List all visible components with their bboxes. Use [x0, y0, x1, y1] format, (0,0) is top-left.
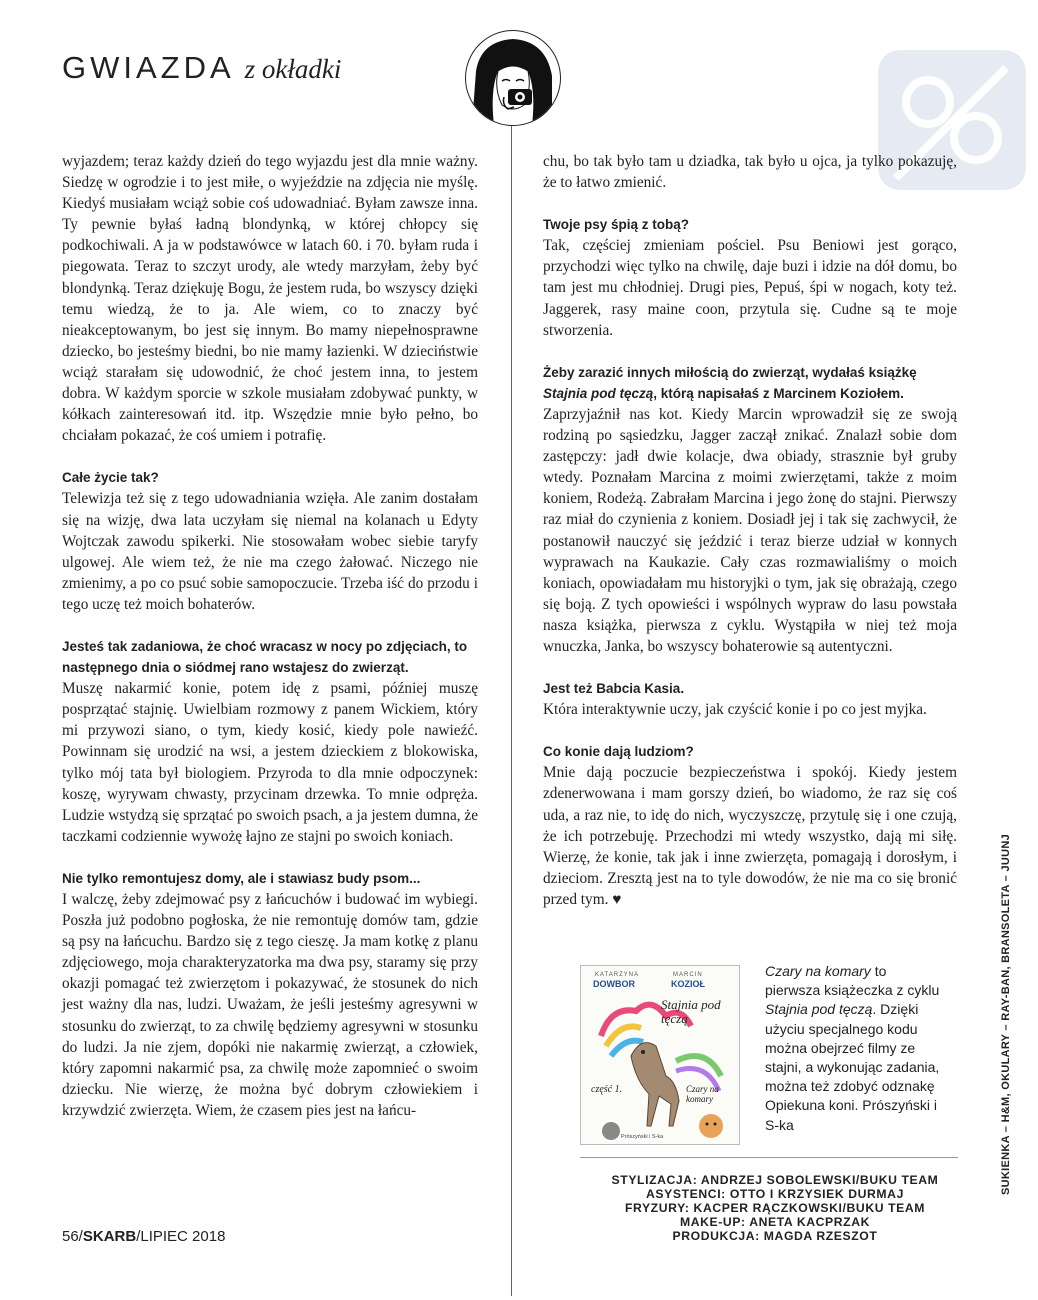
book-publisher: Prószyński i S-ka — [621, 1134, 664, 1140]
answer-paragraph: chu, bo tak było tam u dziadka, tak było u ojca, ja tylko pokazuję, że to łatwo zmienić. — [543, 153, 957, 192]
interview-question — [543, 362, 957, 404]
interview-question: Całe życie tak? — [62, 470, 159, 486]
credit-line: ASYSTENCI: OTTO I KRZYSIEK DURMAJ — [646, 1187, 904, 1201]
answer-paragraph: Telewizja też się z tego udowadniania wzięła. Ale zanim dostałam się na wizję, dwa lata uczyłam się niemal na kolanach u Edyty Wojtczak zawodu spikerki. Nie stosowałam wobec siebie taryfy ulgowej. Ale wiem też, że nie ma czego żałować. Niczego nie zmienimy, a po co psuć sobie samopoczucie. Trzeba iść do przodu i tego uczę też moich bohaterów. — [62, 490, 478, 613]
answer-paragraph: Zaprzyjaźnił nas kot. Kiedy Marcin wprowadził się ze swoją rodziną po sąsiedzku, Jagger zaczął znikać. Znalazł sobie dom zastępczy: jadł dwie kolacje, dwa obiady, strasznie był gruby wtedy. Poznałam Marcina z moimi zwierzętami, także z moim koniem, Rodeżą. Zabrałam Marcina i jego żonę do stajni. Pierwszy raz miał do czynienia z koniem. Dosiadł jej i tak się zachwycił, że postanowił nauczyć się jeździć i teraz bierze udział w konnych wyprawach na Kaukazie. Cały czas rozmawialiśmy o moich koniach, opowiadałam mu historyjki o tym, jak się obrażają, czego się boją. Z tych opowieści i wspólnych wypraw do lasu powstała nasza książka, pierwsza z cyklu. Wystąpiła w niej też moja wnuczka, Janka, bo wszyscy bohaterowie są autentyczni. — [543, 405, 957, 655]
caption-text: . Dzięki użyciu specjalnego kodu można obejrzeć filmy ze stajni, a wykonując zadania, można też zdobyć odznakę Opiekuna koni. Prószyński i S-ka — [765, 1001, 940, 1133]
book-caption — [765, 962, 945, 1135]
answer-paragraph: Mnie dają poczucie bezpieczeństwa i spokój. Kiedy jestem zdenerwowana i mam gorszy dzień, bo wiadomo, że raz się coś uda, a raz nie, to idę do nich, wyczyszczę, przytulę się i one czują, że ich potrzebuję. Przechodzi mi wtedy wszystko, dają mi siłę. Wierzę, że konie, tak jak i inne zwierzęta, pomagają i dorosłym, i dzieciom. Zresztą jest na to tyle dowodów, że nie ma co się bronić przed tym. ♥ — [543, 764, 957, 908]
credit-line: PRODUKCJA: MAGDA RZESZOT — [672, 1229, 878, 1243]
credit-line: STYLIZACJA: ANDRZEJ SOBOLEWSKI/BUKU TEAM — [611, 1173, 939, 1187]
book-author-1: KATARZYNA — [595, 972, 640, 978]
answer-paragraph: wyjazdem; teraz każdy dzień do tego wyjazdu jest dla mnie ważny. Siedzę w ogrodzie i to jest miłe, o wyjeździe na zdjęcia nie myślę. Kiedyś musiałam wciąż sobie coś udowadniać. Byłam zawsze inna. Ty pewnie byłaś ładną blondynką, w której chłopcy się podkochiwali. A ja w podstawówce w latach 60. i 70. byłam ruda i piegowata. Teraz to szczyt urody, ale wtedy marzyłam, żeby być blondynką. Teraz dziękuję Bogu, że jestem ruda, bo wszyscy dzięki temu wiedzą, że to ja. Ale wiem, co to znaczy być nieakceptowanym, bo jest się innym. Bo mamy niepełnosprawne dziecko, bo jesteśmy biedni, bo nie mamy łazienki. W dzieciństwie wciąż starałam się udowodnić, że choć jestem inna, to jestem dobra. W każdym sporcie w szkole musiałam zdobywać punkty, w kółkach zainteresowań itd. itp. Wszędzie mnie było pełno, bo chciałam pokazać, że coś umiem i potrafię. — [62, 153, 478, 445]
answer-paragraph: Tak, częściej zmieniam pościel. Psu Beniowi jest gorąco, przychodzi więc tylko na chwilę, daje buzi i idzie na dół domu, bo tam jest mu chłodniej. Drugi pies, Pepuś, śpi w nogach, koty też. Jaggerek, rasy maine coon, przytula się. Cudne są te moje stworzenia. — [543, 237, 957, 339]
section-title: GWIAZDA — [62, 50, 235, 85]
interview-question: Jest też Babcia Kasia. — [543, 681, 685, 697]
page-footer — [62, 1228, 225, 1245]
credits-divider — [580, 1157, 958, 1158]
interview-question: Nie tylko remontujesz domy, ale i stawiasz budy psom... — [62, 870, 421, 886]
article-column-right — [543, 151, 957, 910]
book-author-2-surname: KOZIOŁ — [671, 979, 705, 989]
book-author-2: MARCIN — [673, 972, 703, 978]
interview-question: Jesteś tak zadaniowa, że choć wracasz w nocy po zdjęciach, to następnego dnia o siódmej rano wstajesz do zwierząt. — [62, 638, 468, 676]
book-title-inline: Stajnia pod tęczą — [543, 385, 654, 401]
answer-paragraph: Która interaktywnie uczy, jak czyścić konie i po co jest myjka. — [543, 701, 927, 719]
book-volume: część 1. — [591, 1084, 623, 1095]
book-subtitle: Czary na komary — [686, 1084, 719, 1104]
magazine-name: SKARB — [82, 1228, 137, 1245]
portrait-illustration — [465, 30, 561, 126]
interview-question: Twoje psy śpią z tobą? — [543, 217, 690, 233]
caption-book-title: Czary na komary — [765, 963, 871, 979]
article-column-left — [62, 151, 478, 1121]
answer-paragraph: Muszę nakarmić konie, potem idę z psami, później muszę posprzątać stajnię. Uwielbiam rozmowy z panem Wickiem, który mi przywozi siano, o tym, kiedy kosić, kiedy pole nawieźć. Powinnam się urodzić na wsi, a jestem dzieckiem z blokowiska, tylko mój tata był biologiem. Przyroda to dla mnie odpoczynek: koszę, wyrywam chwasty, przycinam drzewka. To mnie odpręża. Ludzie wstydzą się sprzątać po swoich psach, a ja jestem dumna, że taczkami codziennie wywożę łajno ze stajni po swoich koniach. — [62, 680, 478, 845]
caption-series-title: Stajnia pod tęczą — [765, 1001, 873, 1018]
question-text: Żeby zarazić innych miłością do zwierząt, wydałaś książkę — [543, 364, 917, 380]
issue-date: /LIPIEC 2018 — [136, 1228, 226, 1245]
section-header — [62, 50, 341, 100]
book-cover-image — [580, 965, 740, 1145]
section-subtitle: z okładki — [244, 54, 342, 84]
caption-text: to pierwsza książeczka z cyklu — [765, 963, 940, 999]
credit-line: MAKE-UP: ANETA KACPRZAK — [679, 1215, 871, 1229]
book-author-1-surname: DOWBOR — [593, 979, 635, 989]
vertical-fashion-credit: SUKIENKA – H&M, OKULARY – RAY-BAN, BRANSOLETA – JUUNJ — [1000, 833, 1012, 1195]
book-title: Stajnia pod tęczą — [661, 997, 721, 1026]
answer-paragraph: I walczę, żeby zdejmować psy z łańcuchów i budować im wybiegi. Poszła już podobno pogłoska, że nie remontuję domów tam, gdzie są psy na łańcuchu. Bardzo się z tego cieszę. Ja mam kotkę z planu zdjęciowego, moja charakteryzatorka ma dwa psy, staramy się przy okazji pomagać też zwierzętom i pokazywać, że stosunek do nich jest ważny dla nas, ludzi. Uważam, że jeśli jesteśmy agresywni w stosunku do zwierząt, to za chwilę będziemy agresywni w stosunku do ludzi. Ja nie zjem, dopóki nie nakarmię zwierząt, a człowiek, który zapomni nakarmić psa, za chwilę może zapomnieć o swoim dziecku. Nie wierzę, że można być dobrym człowiekiem i krzywdzić zwierzęta. Wiem, że czasem pies jest na łańcu- — [62, 891, 478, 1119]
page-number: 56/ — [62, 1228, 83, 1245]
photo-credits — [585, 1173, 965, 1243]
credit-line: FRYZURY: KACPER RĄCZKOWSKI/BUKU TEAM — [624, 1201, 926, 1215]
interview-question: Co konie dają ludziom? — [543, 744, 694, 760]
column-divider — [511, 126, 512, 1296]
question-text: , którą napisałaś z Marcinem Koziołem. — [653, 385, 904, 401]
